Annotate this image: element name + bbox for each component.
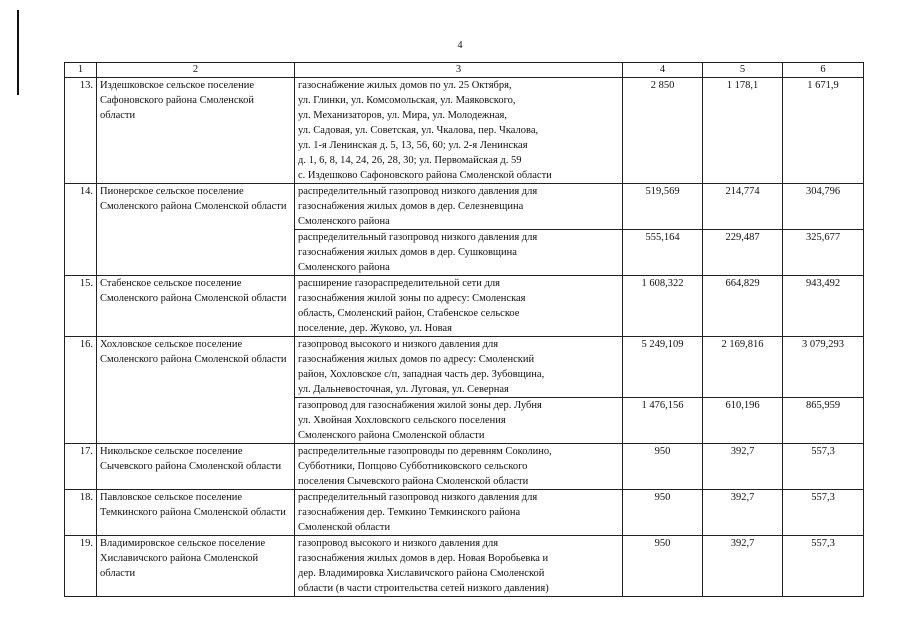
value-cell-c6: 557,3 [783,444,864,490]
object-line: ул. 1-я Ленинская д. 5, 13, 56, 60; ул. 2-я Ленинская [298,140,528,151]
object-line: распределительный газопровод низкого давления для [298,186,538,197]
settlement-cell: Издешковское сельское поселение Сафоновского района Смоленской области [97,78,295,184]
object-line: газопровод высокого и низкого давления для [298,339,499,350]
value-cell-c5: 392,7 [703,536,783,597]
table-row [65,444,864,490]
data-table [64,62,864,597]
column-header: 3 [295,63,623,78]
value-cell-c4: 1 608,322 [623,276,703,337]
table-body [65,78,864,597]
header-row [65,63,864,78]
settlement-cell: Владимировское сельское поселение Хиславичского района Смоленской области [97,536,295,597]
object-cell [295,490,623,536]
value-cell-c6: 557,3 [783,490,864,536]
value-cell-c6: 325,677 [783,230,864,276]
value-cell-c4: 2 850 [623,78,703,184]
row-number-cell: 16. [65,337,97,444]
object-line: Субботники, Попцово Субботниковского сельского [298,461,528,472]
value-cell-c6: 943,492 [783,276,864,337]
row-number-cell: 14. [65,184,97,276]
object-cell [295,337,623,398]
value-cell-c5: 392,7 [703,444,783,490]
object-line: газоснабжения жилых домов в дер. Селезневщина [298,201,524,212]
object-line: с. Издешково Сафоновского района Смоленской области [298,170,552,181]
row-number-cell: 18. [65,490,97,536]
object-line: Смоленского района [298,216,390,227]
table-row [65,78,864,184]
value-cell-c5: 392,7 [703,490,783,536]
value-cell-c5: 214,774 [703,184,783,230]
value-cell-c6: 557,3 [783,536,864,597]
settlement-cell: Пионерское сельское поселение Смоленского района Смоленской области [97,184,295,276]
row-number-cell: 13. [65,78,97,184]
object-line: газоснабжения жилых домов в дер. Сушковщина [298,247,517,258]
value-cell-c4: 555,164 [623,230,703,276]
object-line: газоснабжение жилых домов по ул. 25 Октября, [298,80,512,91]
value-cell-c5: 1 178,1 [703,78,783,184]
object-line: ул. Садовая, ул. Советская, ул. Чкалова, пер. Чкалова, [298,125,539,136]
value-cell-c5: 229,487 [703,230,783,276]
object-line: газоснабжения жилых домов по адресу: Смоленский [298,354,535,365]
table-row [65,184,864,230]
object-line: Смоленской области [298,522,391,533]
margin-rule [17,10,19,95]
column-header: 2 [97,63,295,78]
page-number: 4 [457,40,463,51]
column-header: 5 [703,63,783,78]
value-cell-c4: 1 476,156 [623,398,703,444]
value-cell-c5: 2 169,816 [703,337,783,398]
column-header: 6 [783,63,864,78]
value-cell-c5: 664,829 [703,276,783,337]
object-line: Смоленского района Смоленской области [298,430,485,441]
table-row [65,337,864,398]
settlement-cell: Павловское сельское поселение Темкинского района Смоленской области [97,490,295,536]
object-line: ул. Дальневосточная, ул. Луговая, ул. Северная [298,384,509,395]
value-cell-c6: 865,959 [783,398,864,444]
object-cell [295,230,623,276]
table-row [65,490,864,536]
object-line: поселения Сычевского района Смоленской области [298,476,529,487]
value-cell-c4: 519,569 [623,184,703,230]
object-line: дер. Владимировка Хиславичского района Смоленской [298,568,545,579]
value-cell-c6: 1 671,9 [783,78,864,184]
object-cell [295,276,623,337]
object-line: области (в части строительства сетей низкого давления) [298,583,549,594]
value-cell-c4: 950 [623,444,703,490]
object-cell [295,184,623,230]
column-header: 1 [65,63,97,78]
row-number-cell: 19. [65,536,97,597]
object-line: газопровод для газоснабжения жилой зоны дер. Лубня [298,400,542,411]
object-line: поселение, дер. Жуково, ул. Новая [298,323,452,334]
object-line: район, Хохловское с/п, западная часть дер. Зубовщина, [298,369,545,380]
value-cell-c4: 950 [623,490,703,536]
object-line: газоснабжения дер. Темкино Темкинского района [298,507,521,518]
row-number-cell: 15. [65,276,97,337]
object-line: газоснабжения жилых домов в дер. Новая Воробьевка и [298,553,549,564]
object-line: газоснабжения жилой зоны по адресу: Смоленская [298,293,526,304]
object-line: область, Смоленский район, Стабенское сельское [298,308,520,319]
object-line: ул. Механизаторов, ул. Мира, ул. Молодежная, [298,110,507,121]
object-line: расширение газораспределительной сети для [298,278,500,289]
object-line: д. 1, 6, 8, 14, 24, 26, 28, 30; ул. Первомайская д. 59 [298,155,522,166]
object-line: ул. Глинки, ул. Комсомольская, ул. Маяковского, [298,95,516,106]
table-row [65,276,864,337]
object-line: распределительный газопровод низкого давления для [298,492,538,503]
object-cell [295,536,623,597]
object-cell [295,444,623,490]
settlement-cell: Стабенское сельское поселение Смоленского района Смоленской области [97,276,295,337]
object-line: ул. Хвойная Хохловского сельского поселения [298,415,506,426]
row-number-cell: 17. [65,444,97,490]
table-row [65,536,864,597]
value-cell-c5: 610,196 [703,398,783,444]
object-cell [295,78,623,184]
object-line: распределительный газопровод низкого давления для [298,232,538,243]
settlement-cell: Никольское сельское поселение Сычевского района Смоленской области [97,444,295,490]
value-cell-c6: 304,796 [783,184,864,230]
value-cell-c6: 3 079,293 [783,337,864,398]
object-cell [295,398,623,444]
object-line: Смоленского района [298,262,390,273]
value-cell-c4: 950 [623,536,703,597]
column-header: 4 [623,63,703,78]
settlement-cell: Хохловское сельское поселение Смоленского района Смоленской области [97,337,295,444]
object-line: распределительные газопроводы по деревням Соколино, [298,446,552,457]
object-line: газопровод высокого и низкого давления для [298,538,499,549]
value-cell-c4: 5 249,109 [623,337,703,398]
